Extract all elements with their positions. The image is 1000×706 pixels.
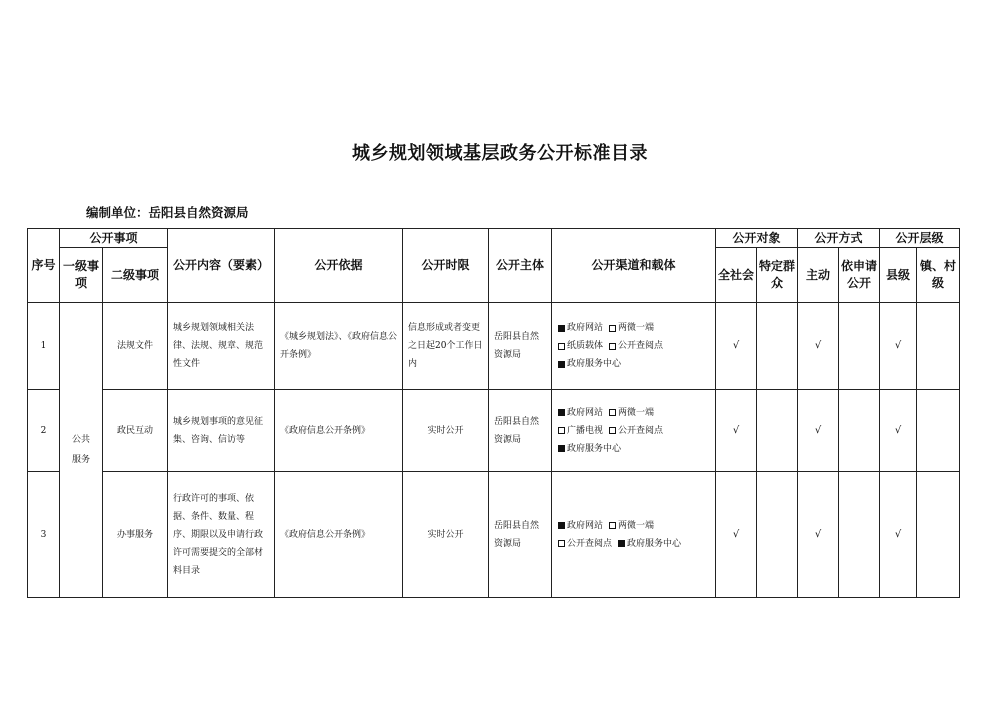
channel-option [558, 337, 603, 355]
header-method-group: 公开方式 [798, 229, 880, 248]
header-seq: 序号 [28, 229, 60, 303]
method-active-check [798, 472, 839, 598]
channel-option [558, 319, 603, 337]
checked-box-icon [558, 445, 565, 452]
level-town-cell [917, 303, 960, 390]
row-basis: 《城乡规划法》、《政府信息公开条例》 [275, 303, 403, 390]
row-content: 城乡规划领域相关法律、法规、规章、规范性文件 [168, 303, 275, 390]
row-subject: 岳阳县自然资源局 [489, 390, 552, 472]
channel-label: 政府网站 [567, 407, 604, 418]
unchecked-box-icon [609, 522, 616, 529]
audience-all-check [716, 390, 757, 472]
channel-label: 政府服务中心 [627, 538, 682, 549]
header-level-town: 镇、村级 [917, 248, 960, 303]
channel-label: 公开查阅点 [567, 538, 613, 549]
header-time-limit: 公开时限 [403, 229, 489, 303]
header-level2: 二级事项 [103, 248, 168, 303]
channel-line [558, 337, 669, 355]
channel-option [609, 422, 663, 440]
row-basis: 《政府信息公开条例》 [275, 390, 403, 472]
level-town-cell [917, 390, 960, 472]
check-mark-icon: √ [732, 528, 740, 540]
unchecked-box-icon [609, 427, 616, 434]
row-subject: 岳阳县自然资源局 [489, 303, 552, 390]
checked-box-icon [558, 409, 565, 416]
checked-box-icon [558, 522, 565, 529]
row-content: 行政许可的事项、依据、条件、数量、程序、期限以及申请行政许可需要提交的全部材料目录 [168, 472, 275, 598]
header-subject: 公开主体 [489, 229, 552, 303]
channel-label: 两微一端 [618, 323, 655, 333]
compiling-unit: 编制单位：岳阳县自然资源局 [86, 205, 249, 220]
channel-option [558, 404, 603, 422]
method-request-cell [839, 303, 880, 390]
method-request-cell [839, 472, 880, 598]
header-audience-specific: 特定群众 [757, 248, 798, 303]
header-method-active: 主动 [798, 248, 839, 303]
header-level1: 一级事项 [60, 248, 103, 303]
channel-option [609, 517, 654, 535]
header-level-county: 县级 [880, 248, 917, 303]
channel-line [558, 517, 660, 535]
channel-option [618, 535, 681, 553]
row-seq: 1 [28, 303, 60, 390]
unchecked-box-icon [558, 343, 565, 350]
channel-line [558, 404, 660, 422]
check-mark-icon: √ [732, 340, 740, 351]
channel-option [558, 422, 603, 440]
header-level-group: 公开层级 [880, 229, 960, 248]
channel-option [558, 535, 612, 553]
row-seq: 3 [28, 472, 60, 598]
audience-all-check [716, 472, 757, 598]
row-level2: 法规文件 [103, 303, 168, 390]
table-row [28, 472, 960, 598]
category-label: 公共服务 [71, 435, 90, 465]
table-row [28, 303, 960, 390]
channel-option [558, 517, 603, 535]
unchecked-box-icon [609, 409, 616, 416]
unchecked-box-icon [558, 427, 565, 434]
channel-label: 政府网站 [567, 323, 604, 333]
table-row [28, 390, 960, 472]
channel-label: 政府服务中心 [567, 359, 622, 369]
row-level2: 政民互动 [103, 390, 168, 472]
header-content: 公开内容（要素） [168, 229, 275, 303]
channel-line [558, 440, 627, 458]
check-mark-icon: √ [814, 528, 822, 540]
channel-option [558, 355, 621, 373]
header-basis: 公开依据 [275, 229, 403, 303]
channel-label: 纸质载体 [567, 341, 604, 351]
unchecked-box-icon [609, 343, 616, 350]
audience-specific-cell [757, 390, 798, 472]
channel-line [558, 355, 627, 373]
row-subject: 岳阳县自然资源局 [489, 472, 552, 598]
unchecked-box-icon [558, 540, 565, 547]
channel-label: 公开查阅点 [618, 341, 664, 351]
level-town-cell [917, 472, 960, 598]
method-active-check [798, 303, 839, 390]
row-basis: 《政府信息公开条例》 [275, 472, 403, 598]
header-items-group: 公开事项 [60, 229, 168, 248]
channel-label: 政府服务中心 [567, 443, 622, 454]
channel-label: 政府网站 [567, 520, 604, 531]
channel-option [558, 440, 621, 458]
check-mark-icon: √ [894, 424, 902, 436]
method-request-cell [839, 390, 880, 472]
row-time-limit: 实时公开 [403, 390, 489, 472]
document-title: 城乡规划领域基层政务公开标准目录 [352, 143, 648, 164]
channel-option [609, 404, 654, 422]
audience-specific-cell [757, 303, 798, 390]
header-audience-all: 全社会 [716, 248, 757, 303]
channel-label: 广播电视 [567, 425, 604, 436]
row-time-limit: 信息形成或者变更之日起20个工作日内 [403, 303, 489, 390]
disclosure-table [27, 228, 960, 598]
row-channels [552, 303, 716, 390]
channel-line [558, 319, 660, 337]
header-audience-group: 公开对象 [716, 229, 798, 248]
row-level2: 办事服务 [103, 472, 168, 598]
level-county-check [880, 390, 917, 472]
level-county-check [880, 472, 917, 598]
row-channels [552, 472, 716, 598]
checked-box-icon [558, 325, 565, 332]
audience-all-check [716, 303, 757, 390]
channel-label: 公开查阅点 [618, 425, 664, 436]
channel-line [558, 535, 687, 553]
category-cell [60, 303, 103, 598]
checked-box-icon [618, 540, 625, 547]
row-channels [552, 390, 716, 472]
unchecked-box-icon [609, 325, 616, 332]
method-active-check [798, 390, 839, 472]
channel-option [609, 319, 654, 337]
channel-label: 两微一端 [618, 407, 655, 418]
checked-box-icon [558, 361, 565, 368]
check-mark-icon: √ [732, 424, 740, 436]
audience-specific-cell [757, 472, 798, 598]
channel-option [609, 337, 663, 355]
check-mark-icon: √ [814, 340, 822, 351]
row-content: 城乡规划事项的意见征集、咨询、信访等 [168, 390, 275, 472]
channel-label: 两微一端 [618, 520, 655, 531]
check-mark-icon: √ [894, 340, 902, 351]
row-time-limit: 实时公开 [403, 472, 489, 598]
level-county-check [880, 303, 917, 390]
channel-line [558, 422, 669, 440]
header-channels: 公开渠道和载体 [552, 229, 716, 303]
row-seq: 2 [28, 390, 60, 472]
check-mark-icon: √ [894, 528, 902, 540]
check-mark-icon: √ [814, 424, 822, 436]
header-method-request: 依申请公开 [839, 248, 880, 303]
